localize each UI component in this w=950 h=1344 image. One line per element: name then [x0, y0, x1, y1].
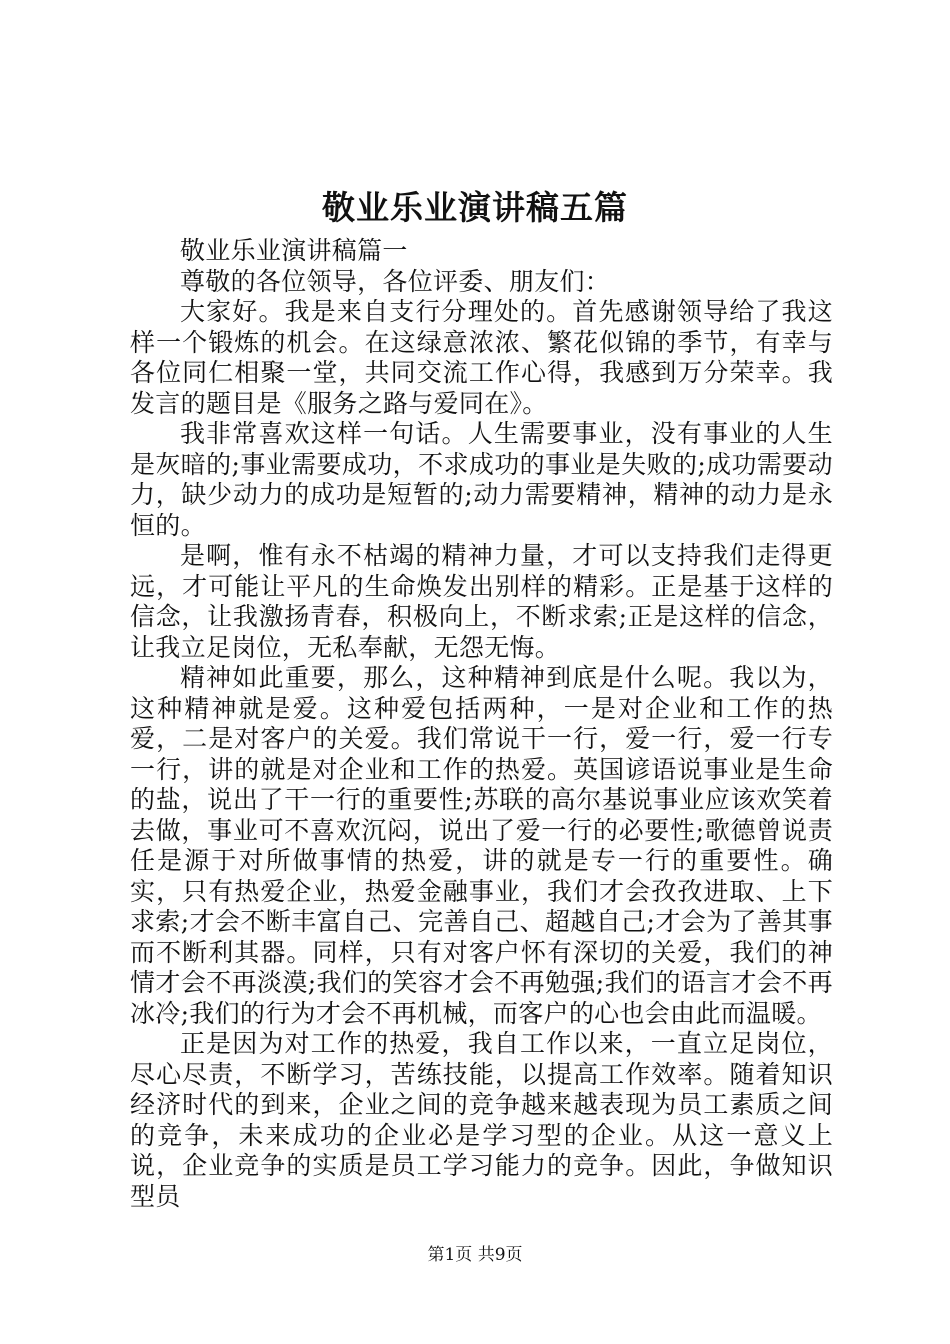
paragraph: 精神如此重要，那么，这种精神到底是什么呢。我以为，这种精神就是爱。这种爱包括两种，一是对企业和工作的热爱，二是对客户的关爱。我们常说干一行，爱一行，爱一行专一行，讲的就是对企业和工作的热爱。英国谚语说事业是生命的盐，说出了干一行的重要性;苏联的高尔基说事业应该欢笑着去做，事业可不喜欢沉闷，说出了爱一行的必要性;歌德曾说责任是源于对所做事情的热爱，讲的就是专一行的重要性。确实，只有热爱企业，热爱金融事业，我们才会孜孜进取、上下求索;才会不断丰富自己、完善自己、超越自己;才会为了善其事而不断利其器。同样，只有对客户怀有深切的关爱，我们的神情才会不再淡漠;我们的笑容才会不再勉强;我们的语言才会不再冰冷;我们的行为才会不再机械，而客户的心也会由此而温暖。 — [130, 663, 833, 1028]
paragraph: 正是因为对工作的热爱，我自工作以来，一直立足岗位，尽心尽责，不断学习，苦练技能，以提高工作效率。随着知识经济时代的到来，企业之间的竞争越来越表现为员工素质之间的竞争，未来成功的企业必是学习型的企业。从这一意义上说，企业竞争的实质是员工学习能力的竞争。因此，争做知识型员 — [130, 1029, 833, 1211]
paragraph: 大家好。我是来自支行分理处的。首先感谢领导给了我这样一个锻炼的机会。在这绿意浓浓、繁花似锦的季节，有幸与各位同仁相聚一堂，共同交流工作心得，我感到万分荣幸。我发言的题目是《服务之路与爱同在》。 — [130, 297, 833, 418]
paragraph: 是啊，惟有永不枯竭的精神力量，才可以支持我们走得更远，才可能让平凡的生命焕发出别样的精彩。正是基于这样的信念，让我激扬青春，积极向上，不断求索;正是这样的信念，让我立足岗位，无私奉献，无怨无悔。 — [130, 541, 833, 662]
document-body — [130, 236, 833, 1212]
page-number-footer: 第1页 共9页 — [427, 1245, 523, 1265]
paragraph-salutation: 尊敬的各位领导，各位评委、朋友们： — [180, 266, 611, 296]
paragraph: 我非常喜欢这样一句话。人生需要事业，没有事业的人生是灰暗的;事业需要成功，不求成功的事业是失败的;成功需要动力，缺少动力的成功是短暂的;动力需要精神，精神的动力是永恒的。 — [130, 419, 833, 540]
paragraph-subtitle: 敬业乐业演讲稿篇一 — [180, 236, 408, 265]
document-title: 敬业乐业演讲稿五篇 — [322, 188, 628, 227]
